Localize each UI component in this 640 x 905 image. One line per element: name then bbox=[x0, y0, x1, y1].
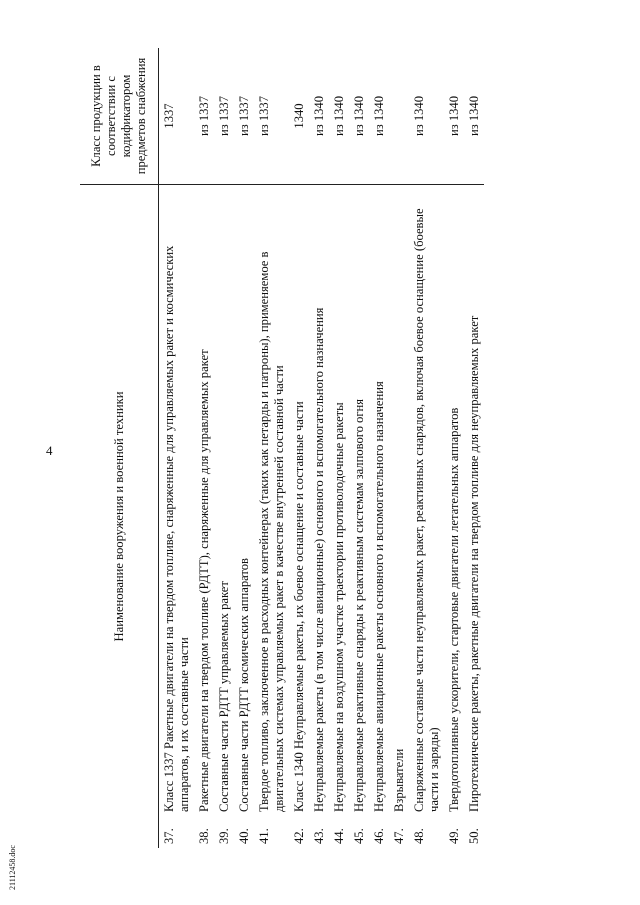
header-name: Наименование вооружения и военной техники bbox=[80, 185, 159, 849]
row-name: Взрыватели bbox=[389, 185, 409, 817]
rotated-table-container bbox=[80, 48, 570, 848]
table-row bbox=[159, 48, 195, 848]
row-class: 1340 bbox=[292, 103, 306, 129]
row-class: из 1340 bbox=[312, 95, 326, 137]
row-number: 42. bbox=[292, 828, 306, 844]
row-class: из 1340 bbox=[467, 95, 481, 137]
row-class: из 1337 bbox=[197, 95, 211, 137]
row-number: 48. bbox=[412, 828, 426, 844]
row-class: из 1340 bbox=[352, 95, 366, 137]
row-class bbox=[389, 48, 409, 185]
table-row bbox=[389, 48, 409, 848]
table-row bbox=[309, 48, 329, 848]
row-name: Твердое топливо, заключенное в расходных контейнерах (таких как петарды и патроны), применяемое в двигательных системах управляемых ракет в качестве внутренней составной части bbox=[254, 185, 289, 817]
row-class: из 1340 bbox=[332, 95, 346, 137]
row-number: 50. bbox=[467, 828, 481, 844]
table-row bbox=[464, 48, 484, 848]
table-row bbox=[409, 48, 444, 848]
row-number: 49. bbox=[447, 828, 461, 844]
row-class: из 1337 bbox=[237, 95, 251, 137]
row-name: Класс 1337 Ракетные двигатели на твердом топливе, снаряженные для управляемых ракет и космических аппаратов, и их составные части bbox=[159, 185, 195, 817]
row-number: 44. bbox=[332, 828, 346, 844]
table-row bbox=[289, 48, 309, 848]
table-row bbox=[369, 48, 389, 848]
table-row bbox=[214, 48, 234, 848]
row-class: из 1337 bbox=[217, 95, 231, 137]
row-name: Неуправляемые авиационные ракеты основного и вспомогательного назначения bbox=[369, 185, 389, 817]
row-name: Класс 1340 Неуправляемые ракеты, их боевое оснащение и составные части bbox=[289, 185, 309, 817]
row-number: 41. bbox=[257, 828, 271, 844]
row-name: Неуправляемые реактивные снаряды к реактивным системам залпового огня bbox=[349, 185, 369, 817]
row-number: 39. bbox=[217, 828, 231, 844]
table-header-row bbox=[80, 48, 159, 848]
row-name: Неуправляемые на воздушном участке траектории противолодочные ракеты bbox=[329, 185, 349, 817]
table-row bbox=[329, 48, 349, 848]
table-body bbox=[159, 48, 485, 848]
row-number: 38. bbox=[197, 828, 211, 844]
table-row bbox=[349, 48, 369, 848]
row-number: 43. bbox=[312, 828, 326, 844]
weapons-table bbox=[80, 48, 484, 848]
table-row bbox=[254, 48, 289, 848]
footer-filename: 21112458.doc bbox=[8, 845, 17, 890]
table-row bbox=[194, 48, 214, 848]
row-name: Твердотопливные ускорители, стартовые двигатели летательных аппаратов bbox=[444, 185, 464, 817]
row-class: из 1337 bbox=[257, 95, 271, 137]
page-number: 4 bbox=[46, 443, 53, 458]
row-class: из 1340 bbox=[447, 95, 461, 137]
row-number: 47. bbox=[392, 828, 406, 844]
row-name: Снаряженные составные части неуправляемых ракет, реактивных снарядов, включая боевое оснащение (боевые части и заряды) bbox=[409, 185, 444, 817]
row-class: из 1340 bbox=[412, 95, 426, 137]
table-row bbox=[444, 48, 464, 848]
row-name: Ракетные двигатели на твердом топливе (РДТТ), снаряженные для управляемых ракет bbox=[194, 185, 214, 817]
header-class: Класс продукции в соответствии с кодификатором предметов снабжения bbox=[80, 48, 159, 185]
row-number: 37. bbox=[162, 828, 176, 844]
row-number: 45. bbox=[352, 828, 366, 844]
table-row bbox=[234, 48, 254, 848]
row-number: 40. bbox=[237, 828, 251, 844]
row-class: 1337 bbox=[162, 103, 176, 129]
row-name: Неуправляемые ракеты (в том числе авиационные) основного и вспомогательного назначения bbox=[309, 185, 329, 817]
row-name: Составные части РДТТ управляемых ракет bbox=[214, 185, 234, 817]
row-name: Составные части РДТТ космических аппаратов bbox=[234, 185, 254, 817]
row-number: 46. bbox=[372, 828, 386, 844]
row-name: Пиротехнические ракеты, ракетные двигатели на твердом топливе для неуправляемых ракет bbox=[464, 185, 484, 817]
row-class: из 1340 bbox=[372, 95, 386, 137]
